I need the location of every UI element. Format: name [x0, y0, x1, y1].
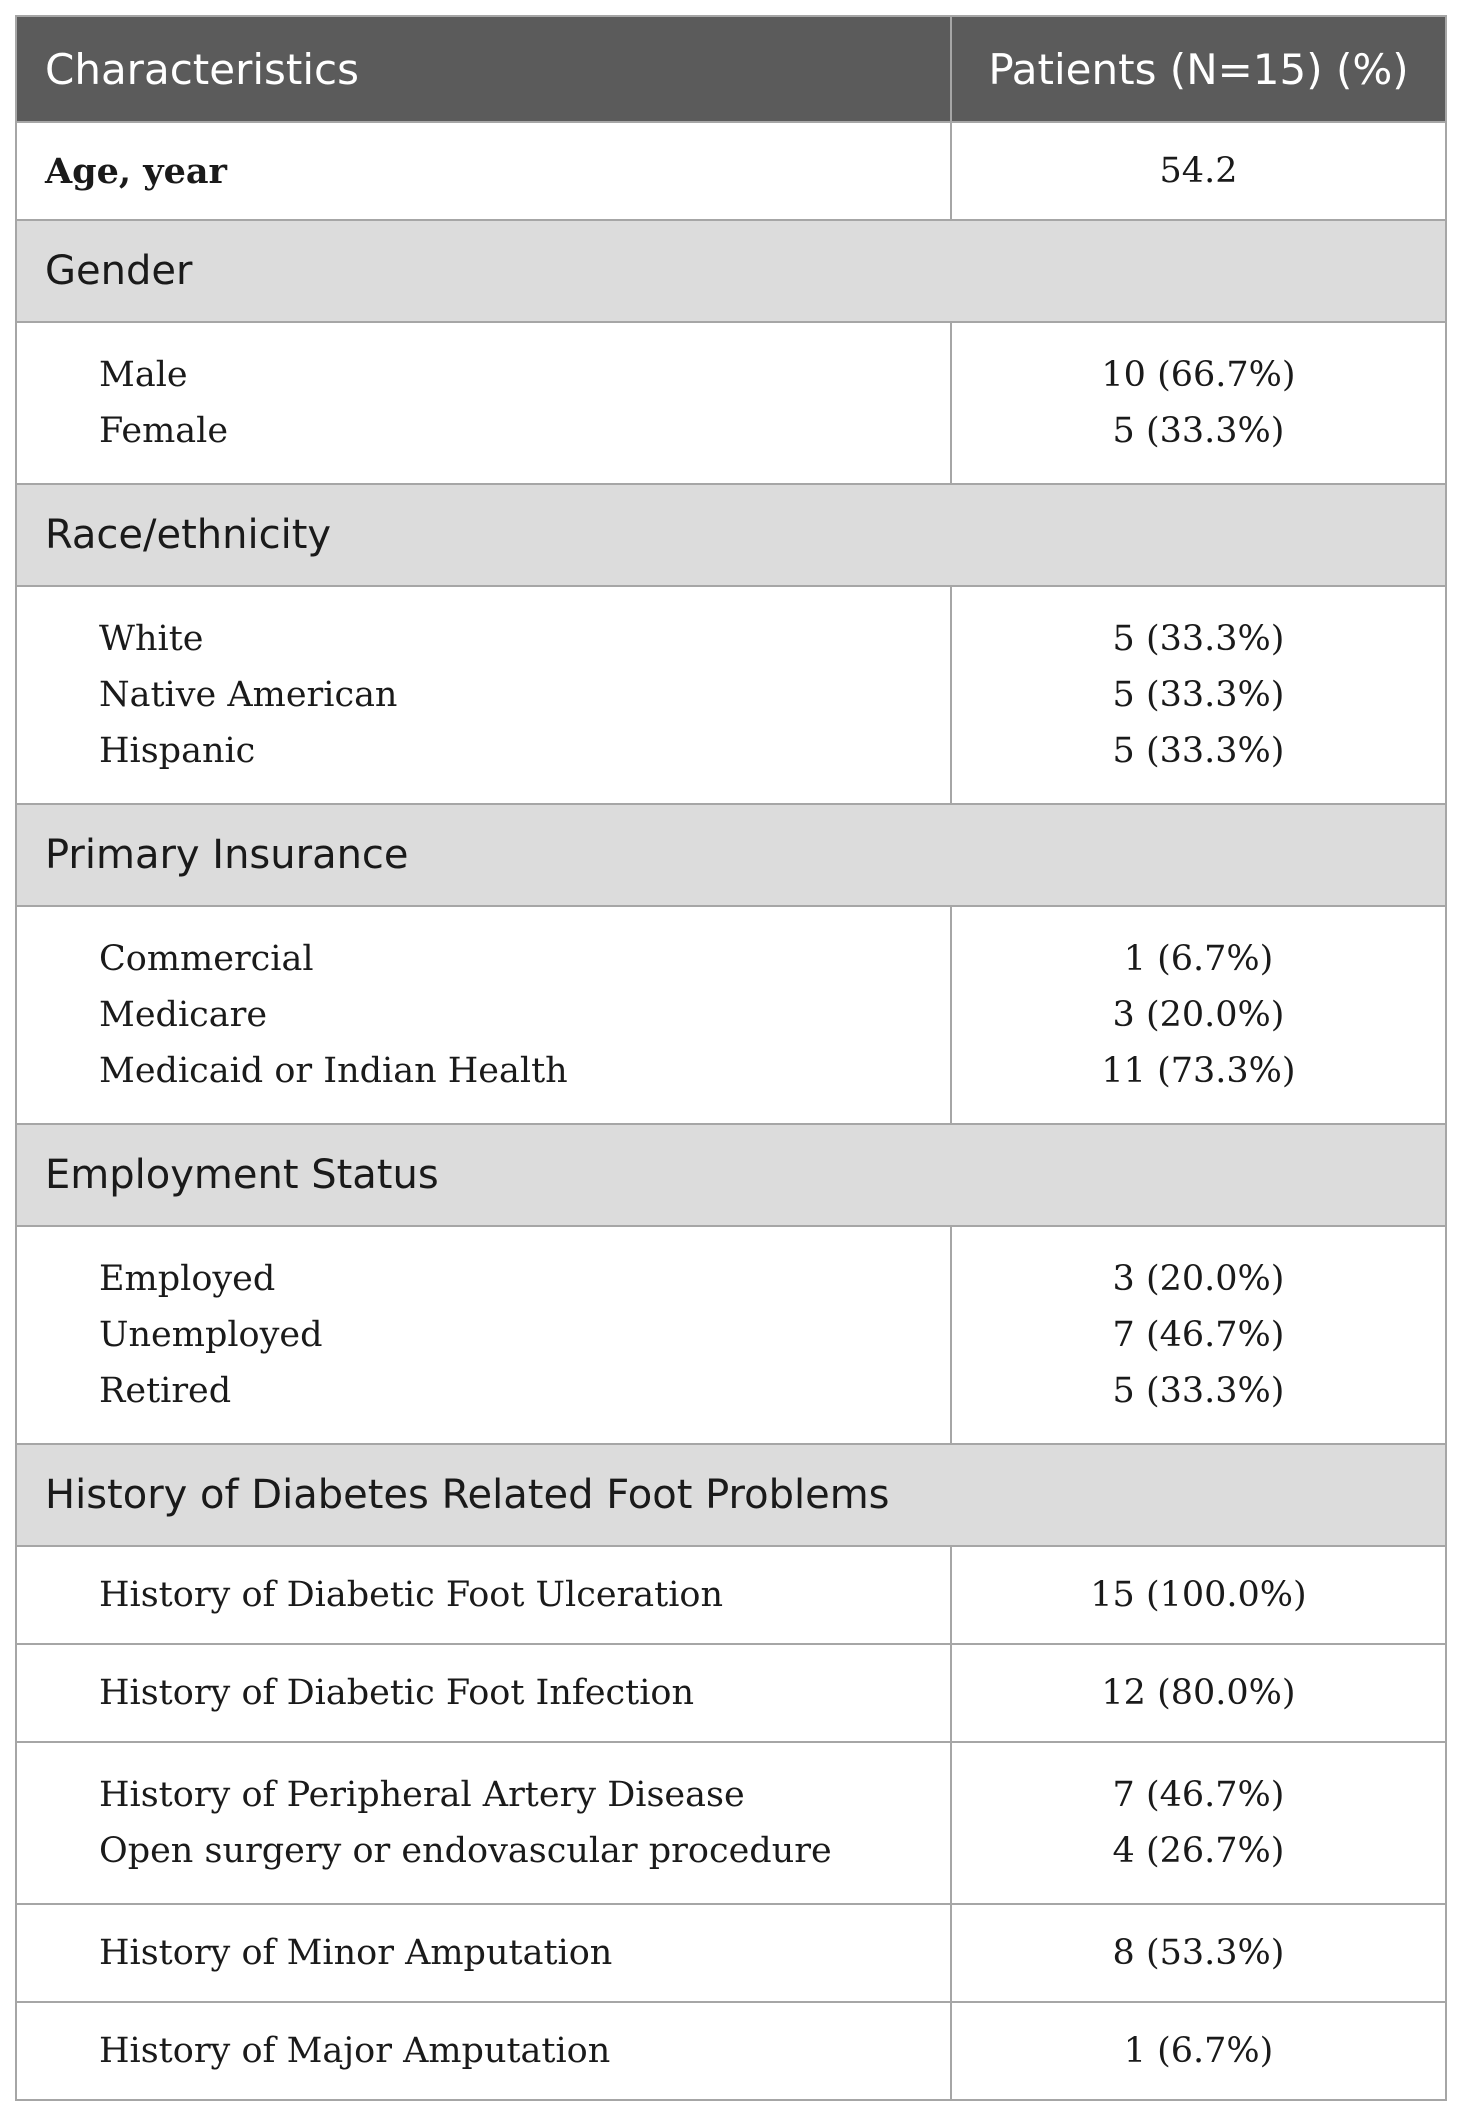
value-procedure: 4 (26.7%) — [1112, 1831, 1285, 1871]
value-employed: 3 (20.0%) — [1112, 1259, 1285, 1299]
section-title-insurance: Primary Insurance — [16, 804, 1446, 906]
section-title-gender: Gender — [16, 220, 1446, 322]
table-row-major-amputation — [16, 2002, 1446, 2100]
label-ulceration: History of Diabetic Foot Ulceration — [16, 1546, 951, 1644]
value-medicaid: 11 (73.3%) — [1101, 1051, 1296, 1091]
pad-labels-cell — [16, 1742, 951, 1904]
label-major-amputation: History of Major Amputation — [16, 2002, 951, 2100]
pad-values-cell — [951, 1742, 1446, 1904]
label-infection: History of Diabetic Foot Infection — [16, 1644, 951, 1742]
table-row-gender — [16, 322, 1446, 484]
value-medicare: 3 (20.0%) — [1112, 995, 1285, 1035]
table-row-pad — [16, 1742, 1446, 1904]
label-white: White — [99, 619, 204, 659]
label-minor-amputation: History of Minor Amputation — [16, 1904, 951, 2002]
age-row — [16, 122, 1446, 220]
value-pad: 7 (46.7%) — [1112, 1775, 1285, 1815]
table-row-ulceration — [16, 1546, 1446, 1644]
value-commercial: 1 (6.7%) — [1123, 939, 1274, 979]
value-male: 10 (66.7%) — [1101, 355, 1296, 395]
age-label: Age, year — [16, 122, 951, 220]
employment-values-cell — [951, 1226, 1446, 1444]
value-hispanic: 5 (33.3%) — [1112, 731, 1285, 771]
value-female: 5 (33.3%) — [1112, 411, 1285, 451]
age-value: 54.2 — [951, 122, 1446, 220]
label-retired: Retired — [99, 1371, 232, 1411]
gender-labels-cell — [16, 322, 951, 484]
label-medicare: Medicare — [99, 995, 268, 1035]
table-row-race — [16, 586, 1446, 804]
race-values-cell — [951, 586, 1446, 804]
label-pad: History of Peripheral Artery Disease — [99, 1775, 745, 1815]
insurance-labels-cell — [16, 906, 951, 1124]
label-male: Male — [99, 355, 188, 395]
value-unemployed: 7 (46.7%) — [1112, 1315, 1285, 1355]
label-procedure: Open surgery or endovascular procedure — [99, 1831, 832, 1871]
header-characteristics: Characteristics — [16, 16, 951, 122]
label-employed: Employed — [99, 1259, 276, 1299]
value-retired: 5 (33.3%) — [1112, 1371, 1285, 1411]
characteristics-table-container — [15, 15, 1445, 2071]
characteristics-table — [15, 15, 1447, 2101]
section-title-employment: Employment Status — [16, 1124, 1446, 1226]
value-infection: 12 (80.0%) — [951, 1644, 1446, 1742]
label-female: Female — [99, 411, 229, 451]
section-title-race: Race/ethnicity — [16, 484, 1446, 586]
table-row-infection — [16, 1644, 1446, 1742]
header-row — [16, 16, 1446, 122]
section-title-foot: History of Diabetes Related Foot Problems — [16, 1444, 1446, 1546]
section-row-foot — [16, 1444, 1446, 1546]
insurance-values-cell — [951, 906, 1446, 1124]
label-commercial: Commercial — [99, 939, 314, 979]
label-medicaid: Medicaid or Indian Health — [99, 1051, 568, 1091]
gender-values-cell — [951, 322, 1446, 484]
label-unemployed: Unemployed — [99, 1315, 323, 1355]
header-patients: Patients (N=15) (%) — [951, 16, 1446, 122]
value-native-american: 5 (33.3%) — [1112, 675, 1285, 715]
table-row-employment — [16, 1226, 1446, 1444]
value-major-amputation: 1 (6.7%) — [951, 2002, 1446, 2100]
value-ulceration: 15 (100.0%) — [951, 1546, 1446, 1644]
value-white: 5 (33.3%) — [1112, 619, 1285, 659]
section-row-insurance — [16, 804, 1446, 906]
section-row-employment — [16, 1124, 1446, 1226]
table-row-insurance — [16, 906, 1446, 1124]
table-row-minor-amputation — [16, 1904, 1446, 2002]
section-row-gender — [16, 220, 1446, 322]
race-labels-cell — [16, 586, 951, 804]
label-hispanic: Hispanic — [99, 731, 256, 771]
value-minor-amputation: 8 (53.3%) — [951, 1904, 1446, 2002]
section-row-race — [16, 484, 1446, 586]
label-native-american: Native American — [99, 675, 398, 715]
employment-labels-cell — [16, 1226, 951, 1444]
